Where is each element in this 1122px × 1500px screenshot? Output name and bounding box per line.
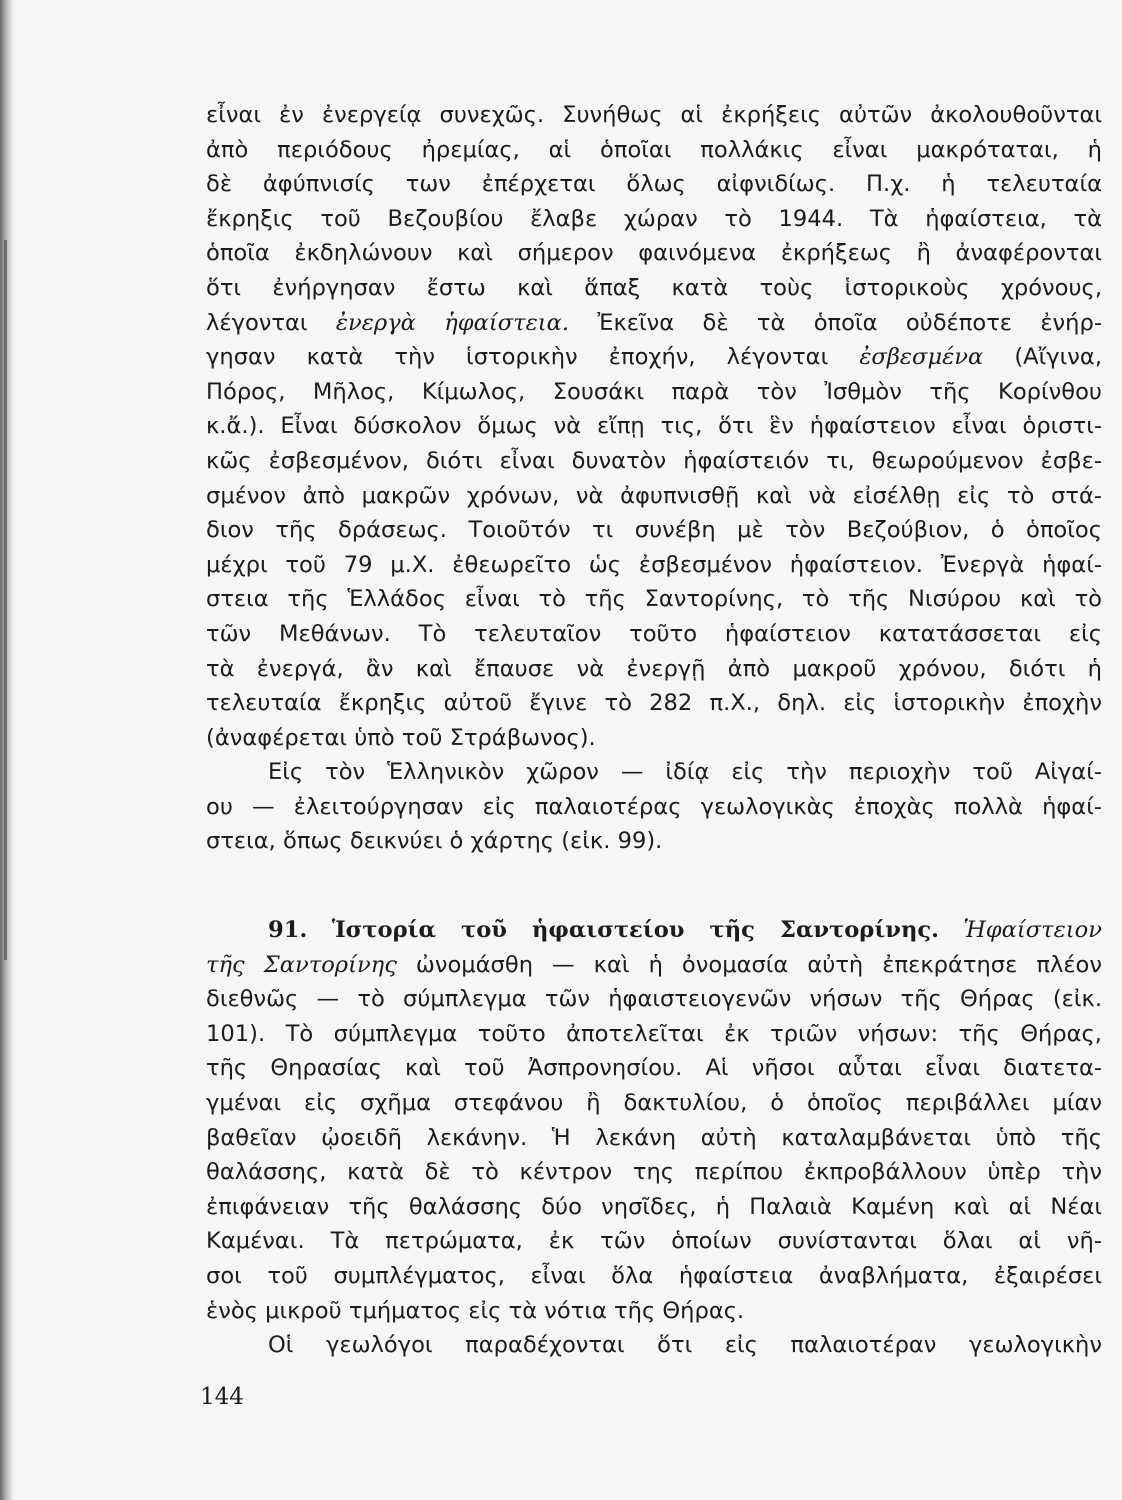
page-binding-shadow	[0, 0, 14, 1500]
text-line: ἐπιφάνειαν τῆς θαλάσσης δύο νησῖδες, ἡ Παλαιὰ Καμένη καὶ αἱ Νέαι	[206, 1193, 1102, 1220]
page-binding-line	[4, 240, 7, 960]
text-run: γησαν κατὰ τὴν ἱστορικὴν ἐποχήν, λέγονται	[206, 344, 860, 371]
text-line: σοι τοῦ συμπλέγματος, εἶναι ὅλα ἡφαίστεια ἀναβλήματα, ἐξαιρέσει	[206, 1263, 1102, 1289]
text-line: τῶν Μεθάνων. Τὸ τελευταῖον τοῦτο ἡφαίστειον κατατάσσεται εἰς	[206, 620, 1102, 647]
text-line: ἑνὸς μικροῦ τμήματος εἰς τὰ νότια τῆς Θήρας.	[206, 1297, 745, 1324]
text-line: ὅτι ἐνήργησαν ἔστω καὶ ἅπαξ κατὰ τοὺς ἱστορικοὺς χρόνους,	[206, 274, 1102, 301]
text-line: δὲ ἀφύπνισίς των ἐπέρχεται ὅλως αἰφνιδίως. Π.χ. ἡ τελευταία	[206, 171, 1102, 198]
text-run: λέγονται	[206, 309, 336, 336]
text-run: (Αἴγινα,	[983, 344, 1102, 371]
italic-term: ἐσβεσμένα	[859, 344, 984, 371]
text-line: 101). Τὸ σύμπλεγμα τοῦτο ἀποτελεῖται ἐκ τριῶν νήσων: τῆς Θήρας,	[206, 1020, 1102, 1047]
text-run: ὠνομάσθη — καὶ ἡ ὀνομασία αὐτὴ ἐπεκράτησε πλέον	[396, 951, 1102, 978]
text-line: στεια τῆς Ἑλλάδος εἶναι τὸ τῆς Σαντορίνης, τὸ τῆς Νισύρου καὶ τὸ	[206, 586, 1102, 613]
text-line: γμέναι εἰς σχῆμα στεφάνου ἢ δακτυλίου, ὁ ὁποῖος περιβάλλει μίαν	[206, 1090, 1102, 1117]
paragraph-geologists	[206, 1328, 1102, 1363]
italic-term: ἐνεργὰ ἡφαίστεια.	[335, 309, 570, 336]
text-line: διον τῆς δράσεως. Τοιοῦτόν τι συνέβη μὲ τὸν Βεζούβιον, ὁ ὁποῖος	[206, 517, 1102, 544]
text-line: Οἱ γεωλόγοι παραδέχονται ὅτι εἰς παλαιοτέραν γεωλογικὴν	[268, 1332, 1102, 1359]
section-santorini	[206, 913, 1102, 1328]
text-line: εἶναι ἐν ἐνεργείᾳ συνεχῶς. Συνήθως αἱ ἐκρήξεις αὐτῶν ἀκολουθοῦνται	[206, 102, 1102, 128]
italic-term: τῆς Σαντορίνης	[206, 951, 397, 978]
text-line	[206, 948, 1102, 983]
text-line: ὁποῖα ἐκδηλώνουν καὶ σήμερον φαινόμενα ἐκρήξεως ἢ ἀναφέρονται	[206, 240, 1102, 267]
section-heading-line	[206, 913, 1102, 948]
text-line: βαθεῖαν ᾠοειδῆ λεκάνην. Ἡ λεκάνη αὐτὴ καταλαμβάνεται ὑπὸ τῆς	[206, 1124, 1102, 1151]
text-line: Καμέναι. Τὰ πετρώματα, ἐκ τῶν ὁποίων συνίστανται ὅλαι αἱ νῆ-	[206, 1228, 1102, 1255]
text-line: τῆς Θηρασίας καὶ τοῦ Ἀσπρονησίου. Αἱ νῆσοι αὗται εἶναι διατετα-	[206, 1055, 1102, 1082]
text-line: ἀπὸ περιόδους ἠρεμίας, αἱ ὁποῖαι πολλάκις εἶναι μακρόταται, ἡ	[206, 136, 1102, 163]
italic-term: Ἡφαίστειον	[963, 917, 1102, 944]
text-line: ου — ἐλειτούργησαν εἰς παλαιοτέρας γεωλογικὰς ἐποχὰς πολλὰ ἡφαί-	[206, 793, 1102, 820]
text-line: σμένον ἀπὸ μακρῶν χρόνων, νὰ ἀφυπνισθῇ καὶ νὰ εἰσέλθῃ εἰς τὸ στά-	[206, 482, 1102, 509]
page-number: 144	[200, 1384, 244, 1410]
text-line	[206, 340, 1102, 375]
text-line: κ.ἄ.). Εἶναι δύσκολον ὅμως νὰ εἴπῃ τις, ὅτι ἓν ἡφαίστειον εἶναι ὁριστι-	[206, 413, 1102, 440]
text-line: τελευταία ἔκρηξις αὐτοῦ ἔγινε τὸ 282 π.Χ., δηλ. εἰς ἱστορικὴν ἐποχὴν	[206, 690, 1102, 717]
text-line: Πόρος, Μῆλος, Κίμωλος, Σουσάκι παρὰ τὸν Ἰσθμὸν τῆς Κορίνθου	[206, 378, 1102, 405]
text-line: ἔκρηξις τοῦ Βεζουβίου ἔλαβε χώραν τὸ 1944. Τὰ ἡφαίστεια, τὰ	[206, 205, 1102, 232]
text-line: Εἰς τὸν Ἑλληνικὸν χῶρον — ἰδίᾳ εἰς τὴν περιοχὴν τοῦ Αἰγαί-	[268, 759, 1102, 786]
text-line: κῶς ἐσβεσμένον, διότι εἶναι δυνατὸν ἡφαίστειόν τι, θεωρούμενον ἐσβε-	[206, 447, 1102, 474]
section-title: Ἱστορία τοῦ ἡφαιστείου τῆς Σαντορίνης.	[331, 917, 939, 944]
paragraph-aegean-volcanoes	[206, 755, 1102, 859]
text-line: μέχρι τοῦ 79 μ.Χ. ἐθεωρεῖτο ὡς ἐσβεσμένον ἡφαίστειον. Ἐνεργὰ ἡφαί-	[206, 551, 1102, 578]
section-number: 91.	[268, 917, 308, 944]
text-line: στεια, ὅπως δεικνύει ὁ χάρτης (εἰκ. 99).	[206, 828, 663, 855]
text-line: τὰ ἐνεργά, ἂν καὶ ἔπαυσε νὰ ἐνεργῇ ἀπὸ μακροῦ χρόνου, διότι ἡ	[206, 655, 1102, 682]
text-line: (ἀναφέρεται ὑπὸ τοῦ Στράβωνος).	[206, 724, 596, 751]
paragraph-continued	[206, 98, 1102, 755]
text-line	[206, 306, 1102, 341]
text-line: διεθνῶς — τὸ σύμπλεγμα τῶν ἡφαιστειογενῶν νήσων τῆς Θήρας (εἰκ.	[206, 986, 1102, 1013]
text-run: Ἐκεῖνα δὲ τὰ ὁποῖα οὐδέποτε ἐνήρ-	[569, 309, 1102, 336]
text-line: θαλάσσης, κατὰ δὲ τὸ κέντρον της περίπου ἐκπροβάλλουν ὑπὲρ τὴν	[206, 1159, 1102, 1186]
page-body	[206, 98, 1102, 1363]
section-gap	[206, 859, 1102, 913]
